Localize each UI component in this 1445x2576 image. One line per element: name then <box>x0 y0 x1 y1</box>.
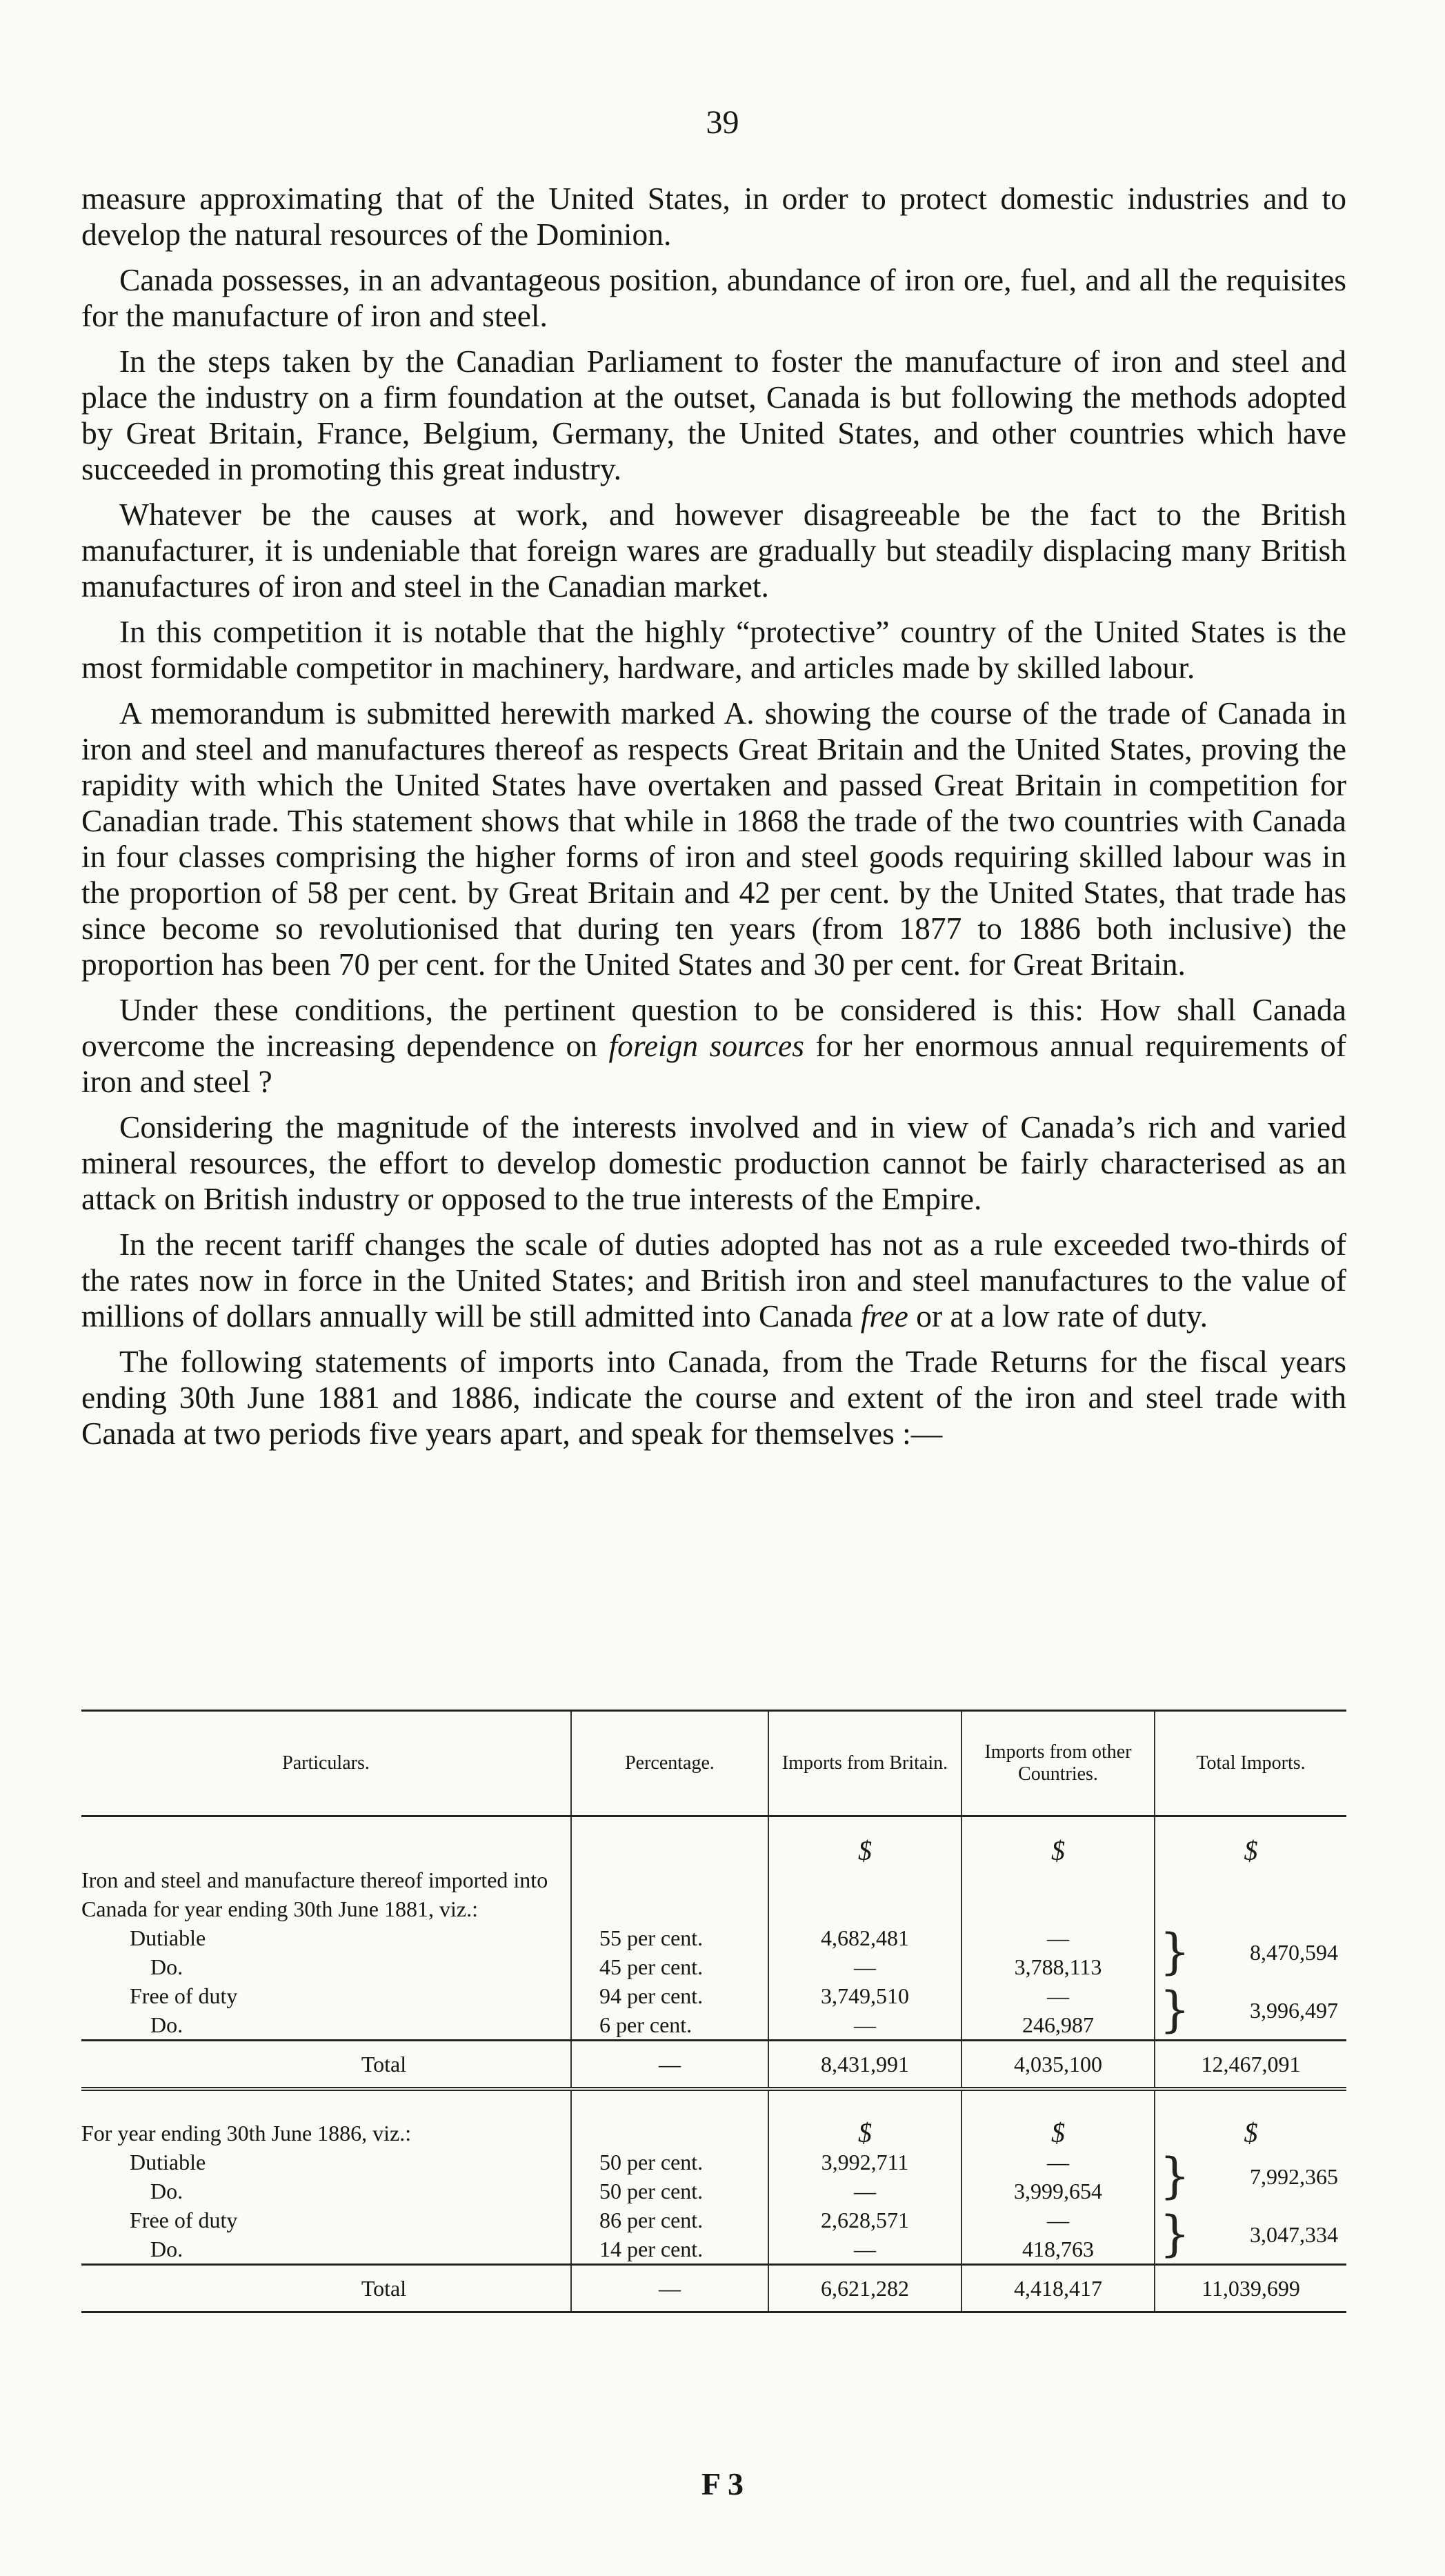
total-imports: 12,467,091 <box>1155 2041 1346 2090</box>
currency-symbol: $ <box>1155 1816 1346 1866</box>
row-britain: 3,992,711 <box>768 2148 961 2177</box>
row-particular: Do. <box>150 2012 183 2037</box>
currency-row <box>81 1816 1346 1866</box>
brace-icon: } <box>1159 1981 1190 2038</box>
paragraph: A memorandum is submitted herewith marked A. showing the course of the trade of Canada in iron and steel and manufactures thereof as respects Great Britain and the United States, proving the rapidity with which the United States have overtaken and passed Great Britain in competition for Canadian trade. This statement shows that while in 1868 the trade of the two countries with Canada in four classes comprising the higher forms of iron and steel goods requiring skilled labour was in the proportion of 58 per cent. by Great Britain and 42 per cent. by the United States, that trade has since become so revolutionised that during ten years (from 1877 to 1886 both inclusive) the proportion has been 70 per cent. for the United States and 30 per cent. for Great Britain. <box>81 695 1346 982</box>
section-label-row <box>81 1865 1346 1923</box>
row-britain: — <box>768 2177 961 2206</box>
row-percentage: 50 per cent. <box>571 2148 768 2177</box>
row-percentage: 94 per cent. <box>571 1981 768 2010</box>
row-percentage: 45 per cent. <box>571 1952 768 1981</box>
paragraph: measure approximating that of the United States, in order to protect domestic industries and to develop the natural resources of the Dominion. <box>81 181 1346 252</box>
total-label: Total <box>81 2041 571 2090</box>
paragraph: Whatever be the causes at work, and however disagreeable be the fact to the British manufacturer, it is undeniable that foreign wares are gradually but steadily displacing many British manufactures of iron and steel in the Canadian market. <box>81 497 1346 604</box>
row-britain: 4,682,481 <box>768 1923 961 1952</box>
body-text <box>81 181 1346 1461</box>
paragraph: The following statements of imports into Canada, from the Trade Returns for the fiscal years ending 30th June 1881 and 1886, indicate the course and extent of the iron and steel trade with Canada at two periods five years apart, and speak for themselves :— <box>81 1344 1346 1451</box>
paragraph-text: or at a low rate of duty. <box>908 1298 1208 1334</box>
row-particular: Free of duty <box>130 2208 238 2232</box>
section-label-1881: Iron and steel and manufacture thereof imported into Canada for year ending 30th June 1881, viz.: <box>81 1867 548 1921</box>
group-total: 3,047,334 <box>1250 2222 1338 2247</box>
brace-icon: } <box>1159 1923 1190 1980</box>
page-number: 39 <box>706 104 739 141</box>
table-row <box>81 2206 1346 2235</box>
emphasis: foreign sources <box>608 1028 804 1063</box>
row-particular: Do. <box>150 2237 183 2261</box>
column-header-total: Total Imports. <box>1155 1711 1346 1816</box>
paragraph-text: In the recent tariff changes the scale of duties adopted has not as a rule exceeded two-thirds of the rates now in force in the United States; and British iron and steel manufactures to the value of millions of dollars annually will be still admitted into Canada <box>81 1227 1346 1334</box>
row-britain: — <box>768 2235 961 2265</box>
group-total: 7,992,365 <box>1250 2164 1338 2189</box>
paragraph-conditions <box>81 992 1346 1100</box>
total-imports: 11,039,699 <box>1155 2265 1346 2312</box>
total-other: 4,418,417 <box>961 2265 1155 2312</box>
row-particular: Do. <box>150 2179 183 2203</box>
row-other: — <box>961 2148 1155 2177</box>
row-britain: 2,628,571 <box>768 2206 961 2235</box>
group-total-cell <box>1155 2148 1346 2206</box>
column-header-percentage: Percentage. <box>571 1711 768 1816</box>
currency-symbol: $ <box>768 2119 961 2148</box>
currency-symbol: $ <box>1155 2119 1346 2148</box>
group-total-cell <box>1155 2206 1346 2265</box>
column-header-other: Imports from other Countries. <box>961 1711 1155 1816</box>
row-percentage: 50 per cent. <box>571 2177 768 2206</box>
row-britain: — <box>768 1952 961 1981</box>
table-row <box>81 2148 1346 2177</box>
row-percentage: 6 per cent. <box>571 2010 768 2041</box>
currency-symbol: $ <box>961 1816 1155 1866</box>
imports-table-container <box>81 1710 1346 2313</box>
paragraph: Considering the magnitude of the interests involved and in view of Canada’s rich and varied mineral resources, the effort to develop domestic production cannot be fairly characterised as an attack on British industry or opposed to the true interests of the Empire. <box>81 1109 1346 1216</box>
group-total-cell <box>1155 1923 1346 1981</box>
emphasis: free <box>860 1298 908 1334</box>
row-particular: Free of duty <box>130 1983 238 2008</box>
paragraph: Canada possesses, in an advantageous position, abundance of iron ore, fuel, and all the requisites for the manufacture of iron and steel. <box>81 262 1346 333</box>
total-britain: 8,431,991 <box>768 2041 961 2090</box>
total-percentage: — <box>571 2265 768 2312</box>
paragraph-tariff <box>81 1227 1346 1334</box>
row-other: — <box>961 1923 1155 1952</box>
table-header-row <box>81 1711 1346 1816</box>
total-other: 4,035,100 <box>961 2041 1155 2090</box>
total-percentage: — <box>571 2041 768 2090</box>
paragraph-text: for her enormous annual requirements of iron and steel ? <box>81 1028 1346 1099</box>
section-label-row <box>81 2119 1346 2148</box>
row-britain: — <box>768 2010 961 2041</box>
row-other: 418,763 <box>961 2235 1155 2265</box>
group-total: 8,470,594 <box>1250 1940 1338 1965</box>
total-row-1886 <box>81 2265 1346 2312</box>
row-particular: Dutiable <box>130 1925 206 1950</box>
row-other: 3,999,654 <box>961 2177 1155 2206</box>
section-label-1886: For year ending 30th June 1886, viz.: <box>81 2121 412 2146</box>
row-particular: Do. <box>150 1954 183 1979</box>
paragraph: In the steps taken by the Canadian Parliament to foster the manufacture of iron and steel and place the industry on a firm foundation at the outset, Canada is but following the methods adopted by Great Britain, France, Belgium, Germany, the United States, and other countries which have succeeded in promoting this great industry. <box>81 344 1346 486</box>
signature-mark: F 3 <box>701 2466 744 2501</box>
currency-symbol: $ <box>768 1816 961 1866</box>
row-other: 246,987 <box>961 2010 1155 2041</box>
row-other: 3,788,113 <box>961 1952 1155 1981</box>
row-britain: 3,749,510 <box>768 1981 961 2010</box>
brace-icon: } <box>1159 2206 1190 2262</box>
row-other: — <box>961 1981 1155 2010</box>
row-particular: Dutiable <box>130 2150 206 2174</box>
group-total: 3,996,497 <box>1250 1998 1338 2023</box>
table-row <box>81 1981 1346 2010</box>
row-other: — <box>961 2206 1155 2235</box>
paragraph-text: Under these conditions, the pertinent question to be considered is this: How shall Canada overcome the increasing dependence on <box>81 992 1346 1063</box>
column-header-particulars: Particulars. <box>81 1711 571 1816</box>
group-total-cell <box>1155 1981 1346 2041</box>
row-percentage: 86 per cent. <box>571 2206 768 2235</box>
total-label: Total <box>81 2265 571 2312</box>
total-row-1881 <box>81 2041 1346 2090</box>
brace-icon: } <box>1159 2148 1190 2204</box>
paragraph: In this competition it is notable that the highly “protective” country of the United States is the most formidable competitor in machinery, hardware, and articles made by skilled labour. <box>81 614 1346 685</box>
table-row <box>81 1923 1346 1952</box>
row-percentage: 14 per cent. <box>571 2235 768 2265</box>
row-percentage: 55 per cent. <box>571 1923 768 1952</box>
imports-table <box>81 1710 1346 2313</box>
total-britain: 6,621,282 <box>768 2265 961 2312</box>
column-header-britain: Imports from Britain. <box>768 1711 961 1816</box>
currency-symbol: $ <box>961 2119 1155 2148</box>
